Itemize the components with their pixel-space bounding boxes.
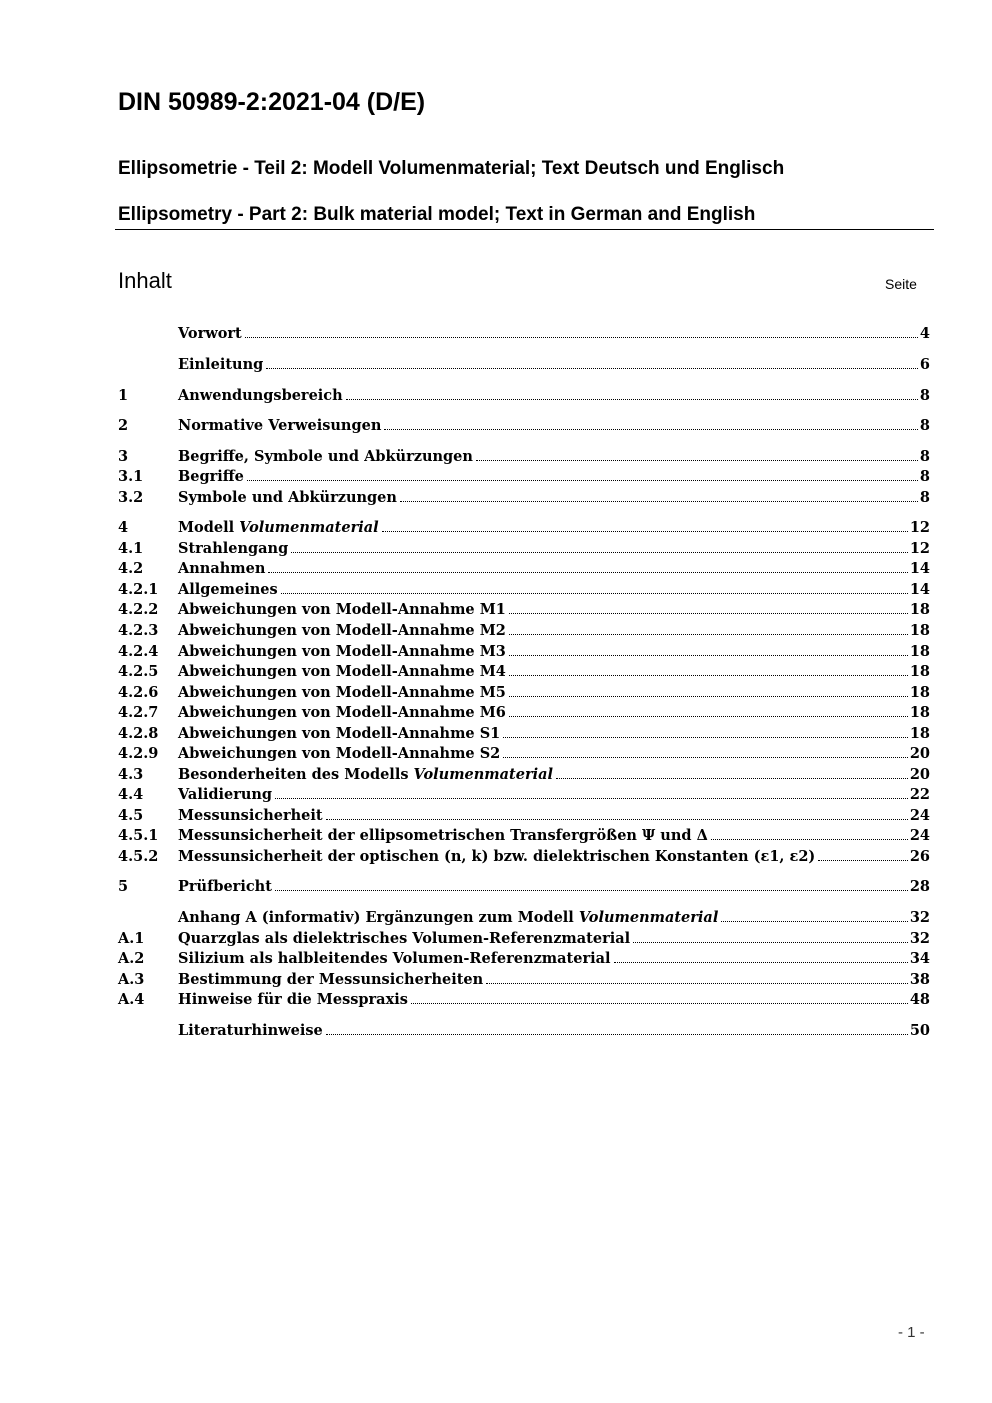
toc-entry-number: 4.5.2 xyxy=(118,848,159,865)
toc-entry-number: 4.2.8 xyxy=(118,725,159,742)
toc-entry-number: 4.2.7 xyxy=(118,704,159,721)
toc-dot-leader xyxy=(266,368,918,369)
toc-dot-leader xyxy=(346,399,918,400)
toc-entry-page: 26 xyxy=(909,848,930,865)
toc-entry-number: 4.5.1 xyxy=(118,827,159,844)
toc-dot-leader xyxy=(509,634,908,635)
toc-dot-leader xyxy=(503,757,908,758)
toc-dot-leader xyxy=(275,798,908,799)
toc-dot-leader xyxy=(509,696,908,697)
toc-entry-page: 14 xyxy=(909,560,930,577)
toc-entry[interactable] xyxy=(118,950,930,970)
toc-entry[interactable] xyxy=(118,786,930,806)
toc-entry-number: 2 xyxy=(118,417,129,434)
toc-entry-number: 4.2.2 xyxy=(118,601,159,618)
toc-entry-title: Bestimmung der Messunsicherheiten xyxy=(178,971,484,988)
toc-entry[interactable] xyxy=(118,519,930,539)
toc-entry-page: 34 xyxy=(909,950,930,967)
toc-entry[interactable] xyxy=(118,878,930,898)
toc-entry[interactable] xyxy=(118,827,930,847)
toc-entry-number: A.2 xyxy=(118,950,145,967)
subtitle-english: Ellipsometry - Part 2: Bulk material model; Text in German and English xyxy=(118,204,756,225)
toc-entry[interactable] xyxy=(118,684,930,704)
toc-dot-leader xyxy=(268,572,907,573)
toc-entry-title: Prüfbericht xyxy=(178,878,272,895)
toc-entry-number: 4.2.5 xyxy=(118,663,159,680)
toc-dot-leader xyxy=(556,778,908,779)
toc-entry-page: 6 xyxy=(919,356,930,373)
toc-entry-number: A.1 xyxy=(118,930,145,947)
toc-entry-title: Anwendungsbereich xyxy=(178,387,343,404)
toc-entry[interactable] xyxy=(118,930,930,950)
toc-entry-page: 24 xyxy=(909,827,930,844)
toc-entry[interactable] xyxy=(118,417,930,437)
toc-entry[interactable] xyxy=(118,468,930,488)
toc-dot-leader xyxy=(247,480,918,481)
toc-dot-leader xyxy=(275,890,908,891)
toc-entry[interactable] xyxy=(118,581,930,601)
toc-entry-page: 22 xyxy=(909,786,930,803)
toc-entry-title: Allgemeines xyxy=(178,581,278,598)
toc-entry[interactable] xyxy=(118,991,930,1011)
toc-dot-leader xyxy=(486,983,908,984)
toc-entry-page: 50 xyxy=(909,1022,930,1039)
toc-entry-page: 24 xyxy=(909,807,930,824)
toc-dot-leader xyxy=(476,460,918,461)
toc-page-column-label: Seite xyxy=(885,276,917,292)
toc-entry-title: Vorwort xyxy=(178,325,242,342)
toc-entry[interactable] xyxy=(118,325,930,345)
toc-dot-leader xyxy=(633,942,908,943)
toc-dot-leader xyxy=(509,675,908,676)
toc-entry-title: Abweichungen von Modell-Annahme M6 xyxy=(178,704,506,721)
toc-entry-number: 3 xyxy=(118,448,129,465)
toc-entry-page: 8 xyxy=(919,489,930,506)
toc-entry[interactable] xyxy=(118,807,930,827)
toc-entry-number: 4 xyxy=(118,519,129,536)
toc-entry-page: 4 xyxy=(919,325,930,342)
toc-entry-page: 18 xyxy=(909,704,930,721)
toc-entry-number: 4.5 xyxy=(118,807,144,824)
toc-entry-title: Abweichungen von Modell-Annahme M5 xyxy=(178,684,506,701)
toc-dot-leader xyxy=(509,655,908,656)
toc-entry-title: Abweichungen von Modell-Annahme M3 xyxy=(178,643,506,660)
toc-entry-number: 3.2 xyxy=(118,489,144,506)
toc-entry-number: 3.1 xyxy=(118,468,144,485)
toc-dot-leader xyxy=(411,1003,908,1004)
toc-entry-number: 4.2.1 xyxy=(118,581,159,598)
toc-entry-title: Modell Volumenmaterial xyxy=(178,519,379,536)
toc-entry[interactable] xyxy=(118,356,930,376)
toc-entry-number: 4.2.3 xyxy=(118,622,159,639)
toc-entry-page: 18 xyxy=(909,725,930,742)
toc-entry-number: 4.4 xyxy=(118,786,144,803)
toc-entry-title: Hinweise für die Messpraxis xyxy=(178,991,408,1008)
toc-entry-page: 18 xyxy=(909,663,930,680)
toc-entry-title: Besonderheiten des Modells Volumenmaterial xyxy=(178,766,554,783)
toc-entry[interactable] xyxy=(118,540,930,560)
toc-entry-page: 38 xyxy=(909,971,930,988)
title-divider xyxy=(115,229,934,230)
toc-dot-leader xyxy=(400,501,918,502)
toc-entry-title: Abweichungen von Modell-Annahme M1 xyxy=(178,601,506,618)
toc-entry-title: Begriffe xyxy=(178,468,244,485)
toc-entry[interactable] xyxy=(118,725,930,745)
subtitle-german: Ellipsometrie - Teil 2: Modell Volumenmaterial; Text Deutsch und Englisch xyxy=(118,158,785,179)
toc-entry-number: A.4 xyxy=(118,991,145,1008)
toc-entry[interactable] xyxy=(118,622,930,642)
toc-entry-number: A.3 xyxy=(118,971,145,988)
toc-entry-title: Messunsicherheit xyxy=(178,807,323,824)
toc-entry[interactable] xyxy=(118,601,930,621)
toc-entry-title-italic: Volumenmaterial xyxy=(413,766,554,783)
toc-dot-leader xyxy=(509,716,908,717)
toc-entry-number: 4.1 xyxy=(118,540,144,557)
toc-entry[interactable] xyxy=(118,1022,930,1042)
toc-entry-title: Abweichungen von Modell-Annahme S2 xyxy=(178,745,501,762)
toc-entry-title-italic: Volumenmaterial xyxy=(578,909,719,926)
toc-entry-title: Abweichungen von Modell-Annahme S1 xyxy=(178,725,501,742)
toc-entry-number: 4.2.4 xyxy=(118,643,159,660)
toc-entry-page: 8 xyxy=(919,417,930,434)
toc-entry-title-italic: Volumenmaterial xyxy=(239,519,379,536)
toc-entry-page: 32 xyxy=(909,930,930,947)
toc-entry-page: 18 xyxy=(909,601,930,618)
toc-entry-page: 48 xyxy=(909,991,930,1008)
toc-dot-leader xyxy=(818,860,908,861)
toc-dot-leader xyxy=(382,531,908,532)
document-title: DIN 50989-2:2021-04 (D/E) xyxy=(118,88,426,116)
toc-entry[interactable] xyxy=(118,387,930,407)
toc-entry[interactable] xyxy=(118,560,930,580)
toc-entry-title: Anhang A (informativ) Ergänzungen zum Modell Volumenmaterial xyxy=(178,909,719,926)
toc-entry[interactable] xyxy=(118,909,930,929)
toc-entry[interactable] xyxy=(118,745,930,765)
toc-entry-page: 8 xyxy=(919,468,930,485)
toc-entry-title: Strahlengang xyxy=(178,540,289,557)
toc-entry-number: 4.3 xyxy=(118,766,144,783)
toc-dot-leader xyxy=(245,337,918,338)
toc-dot-leader xyxy=(721,921,907,922)
toc-entry-title: Normative Verweisungen xyxy=(178,417,382,434)
toc-entry-title: Silizium als halbleitendes Volumen-Referenzmaterial xyxy=(178,950,611,967)
toc-entry-title: Begriffe, Symbole und Abkürzungen xyxy=(178,448,473,465)
toc-entry[interactable] xyxy=(118,643,930,663)
toc-entry[interactable] xyxy=(118,489,930,509)
toc-entry-page: 8 xyxy=(919,448,930,465)
toc-dot-leader xyxy=(291,552,908,553)
toc-entry-page: 20 xyxy=(909,745,930,762)
toc-entry-title: Einleitung xyxy=(178,356,264,373)
toc-dot-leader xyxy=(503,737,908,738)
toc-dot-leader xyxy=(326,819,908,820)
toc-entry-title: Messunsicherheit der optischen (n, k) bzw. dielektrischen Konstanten (ε1, ε2) xyxy=(178,848,816,865)
toc-entry-title: Literaturhinweise xyxy=(178,1022,323,1039)
toc-entry-page: 28 xyxy=(909,878,930,895)
toc-entry[interactable] xyxy=(118,448,930,468)
toc-entry-title: Symbole und Abkürzungen xyxy=(178,489,397,506)
toc-entry-number: 4.2.9 xyxy=(118,745,159,762)
toc-entry-title: Quarzglas als dielektrisches Volumen-Referenzmaterial xyxy=(178,930,631,947)
toc-entry[interactable] xyxy=(118,971,930,991)
toc-entry-page: 32 xyxy=(909,909,930,926)
toc-entry-page: 18 xyxy=(909,643,930,660)
toc-entry-number: 4.2 xyxy=(118,560,144,577)
toc-dot-leader xyxy=(384,429,918,430)
toc-entry-number: 5 xyxy=(118,878,129,895)
toc-entry-title: Messunsicherheit der ellipsometrischen Transfergrößen Ψ und Δ xyxy=(178,827,708,844)
toc-dot-leader xyxy=(326,1034,908,1035)
toc-entry-title: Validierung xyxy=(178,786,273,803)
toc-entry-page: 12 xyxy=(909,519,930,536)
toc-entry-page: 12 xyxy=(909,540,930,557)
toc-entry-title: Abweichungen von Modell-Annahme M2 xyxy=(178,622,506,639)
toc-heading: Inhalt xyxy=(118,268,172,293)
toc-entry-page: 20 xyxy=(909,766,930,783)
toc-dot-leader xyxy=(711,839,908,840)
toc-entry-page: 18 xyxy=(909,684,930,701)
toc-entry-title: Annahmen xyxy=(178,560,266,577)
toc-dot-leader xyxy=(614,962,908,963)
toc-dot-leader xyxy=(281,593,908,594)
toc-entry-title: Abweichungen von Modell-Annahme M4 xyxy=(178,663,506,680)
toc-entry[interactable] xyxy=(118,663,930,683)
page-number: - 1 - xyxy=(898,1324,925,1341)
toc-entry-number: 1 xyxy=(118,387,129,404)
toc-entry[interactable] xyxy=(118,704,930,724)
toc-entry-page: 18 xyxy=(909,622,930,639)
toc-entry[interactable] xyxy=(118,766,930,786)
toc-entry-number: 4.2.6 xyxy=(118,684,159,701)
toc-dot-leader xyxy=(509,613,908,614)
toc-entry-page: 8 xyxy=(919,387,930,404)
toc-entry-page: 14 xyxy=(909,581,930,598)
toc-entry[interactable] xyxy=(118,848,930,868)
